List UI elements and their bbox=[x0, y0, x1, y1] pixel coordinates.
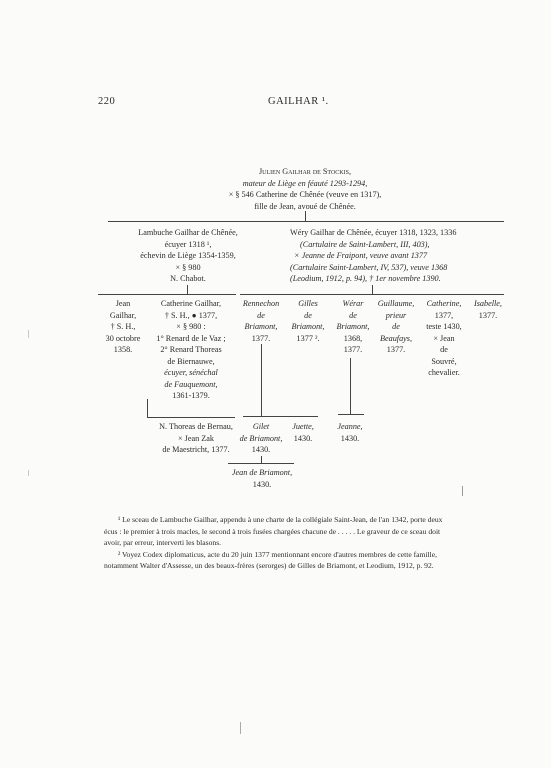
werar-l5: 1377. bbox=[343, 345, 363, 354]
catherine-l3: × § 980 : bbox=[176, 322, 206, 331]
gilet-l2: de Briamont, bbox=[239, 433, 283, 443]
gilet-descent-line bbox=[261, 456, 262, 463]
person-gilles bbox=[285, 298, 331, 344]
person-juette bbox=[288, 421, 318, 444]
gilles-l2: de bbox=[304, 310, 312, 320]
lambuche-l1: Lambuche Gailhar de Chênée, bbox=[138, 228, 238, 237]
footnote-2-line2: notamment Walter d'Assesse, un des beaux-frères (serorges) de Gilles de Briamont, et Leodium, 1912, p. 92. bbox=[104, 561, 434, 571]
gilet-l1: Gilet bbox=[252, 422, 270, 431]
person-werar bbox=[330, 298, 376, 356]
wery-descent-line bbox=[372, 285, 373, 294]
jean-l1: Jean bbox=[115, 299, 131, 308]
catherine2-l7: chevalier. bbox=[428, 368, 460, 377]
person-gilet bbox=[236, 421, 286, 456]
werar-children-bar bbox=[338, 414, 364, 415]
jeanne-l1: Jeanne, bbox=[337, 422, 363, 431]
thoreas-l1: N. Thoreas de Bernau, bbox=[159, 422, 233, 431]
wery-l1: Wéry Gailhar de Chênée, écuyer 1318, 1323, 1336 bbox=[290, 228, 457, 237]
thoreas-bar bbox=[147, 417, 235, 418]
rennechon-l4: 1377. bbox=[251, 333, 271, 343]
scan-speck bbox=[240, 722, 241, 734]
catherine2-l6: Souvré, bbox=[431, 356, 457, 366]
werar-l4: 1368, bbox=[343, 333, 363, 343]
wery-l4: (Cartulaire Saint-Lambert, IV, 537), veuve 1368 bbox=[290, 262, 448, 272]
catherine-l1: Catherine Gailhar, bbox=[160, 299, 222, 308]
scan-speck bbox=[28, 330, 29, 338]
rennechon-descent-line bbox=[261, 344, 262, 416]
catherine-l9: 1361-1379. bbox=[172, 391, 210, 400]
jean-l3: † S. H., bbox=[110, 322, 136, 331]
guillaume-l5: 1377. bbox=[386, 345, 406, 354]
person-catherine-2 bbox=[420, 298, 468, 379]
gen3-left-bar bbox=[98, 294, 236, 295]
person-lambuche bbox=[118, 227, 258, 285]
lambuche-l4: × § 980 bbox=[175, 262, 201, 272]
catherine2-l2: 1377, bbox=[434, 310, 454, 320]
root-person bbox=[200, 166, 410, 212]
jeanne-l2: 1430. bbox=[340, 433, 360, 443]
guillaume-l3: de bbox=[392, 322, 400, 331]
isabelle-l1: Isabelle, bbox=[474, 299, 502, 308]
lambuche-l2: écuyer 1318 ¹, bbox=[164, 239, 212, 249]
jean-l4: 30 octobre bbox=[105, 333, 141, 343]
page-number: 220 bbox=[98, 96, 116, 107]
rennechon-children-bar bbox=[243, 416, 318, 417]
catherine-l5: 2° Renard Thoreas bbox=[160, 345, 222, 354]
guillaume-l4: Beaufays, bbox=[379, 333, 413, 343]
person-isabelle bbox=[468, 298, 508, 321]
isabelle-l2: 1377. bbox=[478, 310, 498, 320]
catherine-l4: 1° Renard de le Vaz ; bbox=[156, 333, 226, 343]
catherine-l2: † S. H., ● 1377, bbox=[164, 310, 218, 320]
scan-speck bbox=[28, 470, 29, 476]
jean-briamont-l2: 1430. bbox=[252, 479, 272, 489]
gilles-l4: 1377 ². bbox=[296, 333, 320, 343]
person-rennechon bbox=[238, 298, 284, 344]
scan-speck bbox=[462, 486, 463, 496]
gen3-right-bar bbox=[240, 294, 504, 295]
gilles-l1: Gilles bbox=[298, 299, 318, 308]
gen2-bar bbox=[108, 221, 504, 222]
juette-l2: 1430. bbox=[293, 433, 313, 443]
footnotes bbox=[104, 514, 500, 572]
catherine2-l3: teste 1430, bbox=[426, 322, 462, 331]
footnote-2-line1: ² Voyez Codex diplomaticus, acte du 20 juin 1377 mentionnant encore d'autres membres de cette famille, bbox=[118, 549, 438, 559]
werar-l2: de bbox=[349, 310, 357, 320]
juette-l1: Juette, bbox=[292, 422, 314, 431]
person-jean-de-briamont bbox=[224, 467, 300, 490]
thoreas-l3: de Maestricht, 1377. bbox=[162, 445, 230, 454]
jean-l2: Gailhar, bbox=[109, 310, 137, 320]
gen5-bar bbox=[228, 463, 294, 464]
guillaume-l2: prieur bbox=[385, 310, 407, 320]
rennechon-l1: Rennechon bbox=[242, 299, 280, 308]
lambuche-descent-line bbox=[187, 285, 188, 294]
person-jeanne bbox=[330, 421, 370, 444]
werar-l1: Wérar bbox=[342, 299, 364, 308]
jean-l5: 1358. bbox=[113, 345, 133, 354]
werar-l3: Briamont, bbox=[336, 322, 370, 331]
footnote-1-line2: écus : le premier à trois macles, le second à trois fusées chargées chacune de . . . . . Le graveur de ce sceau doit bbox=[104, 526, 441, 536]
person-jean-gailhar bbox=[100, 298, 146, 356]
catherine-l6: de Biernauwe, bbox=[167, 356, 215, 366]
running-title: GAILHAR ¹. bbox=[268, 96, 329, 107]
catherine-l8: de Fauquemont, bbox=[164, 379, 218, 389]
catherine2-l4: × Jean bbox=[433, 333, 455, 343]
wery-l2: (Cartulaire de Saint-Lambert, III, 403), bbox=[300, 239, 430, 249]
footnote-1-line1: ¹ Le sceau de Lambuche Gailhar, appendu à une charte de la collégiale Saint-Jean, de l'an 1342, porte deux bbox=[118, 515, 443, 524]
root-line3: × § 546 Catherine de Chênée (veuve en 1317), bbox=[228, 190, 382, 199]
lambuche-l5: N. Chabot. bbox=[170, 274, 206, 283]
rennechon-l2: de bbox=[257, 310, 265, 320]
person-catherine-gailhar bbox=[146, 298, 236, 402]
catherine2-l1: Catherine, bbox=[426, 299, 462, 308]
footnote-1-line3: avoir, par erreur, interverti les blasons. bbox=[104, 538, 222, 548]
lambuche-l3: échevin de Liège 1354-1359, bbox=[140, 251, 236, 260]
catherine2-l5: de bbox=[440, 345, 448, 354]
thoreas-l2: × Jean Zak bbox=[178, 433, 214, 443]
catherine-descent-line bbox=[147, 399, 148, 417]
jean-briamont-l1: Jean de Briamont, bbox=[231, 468, 293, 477]
wery-l5: (Leodium, 1912, p. 94), † 1er novembre 1390. bbox=[290, 274, 441, 283]
person-guillaume bbox=[371, 298, 421, 356]
rennechon-l3: Briamont, bbox=[244, 322, 278, 331]
root-descent-line bbox=[305, 211, 306, 221]
gilles-l3: Briamont, bbox=[291, 322, 325, 331]
person-wery bbox=[290, 227, 456, 285]
wery-l3: × Jeanne de Fraipont, veuve avant 1377 bbox=[294, 251, 428, 260]
guillaume-l1: Guillaume, bbox=[377, 299, 415, 308]
person-thoreas bbox=[150, 421, 242, 456]
root-line2: mateur de Liège en féauté 1293-1294, bbox=[242, 178, 368, 188]
werar-descent-line bbox=[350, 358, 351, 414]
catherine-l7: écuyer, sénéchal bbox=[164, 368, 218, 377]
root-name: Julien Gailhar de Stockis, bbox=[258, 167, 352, 176]
root-line4: fille de Jean, avoué de Chênée. bbox=[254, 201, 356, 211]
gilet-l3: 1430. bbox=[251, 445, 271, 454]
